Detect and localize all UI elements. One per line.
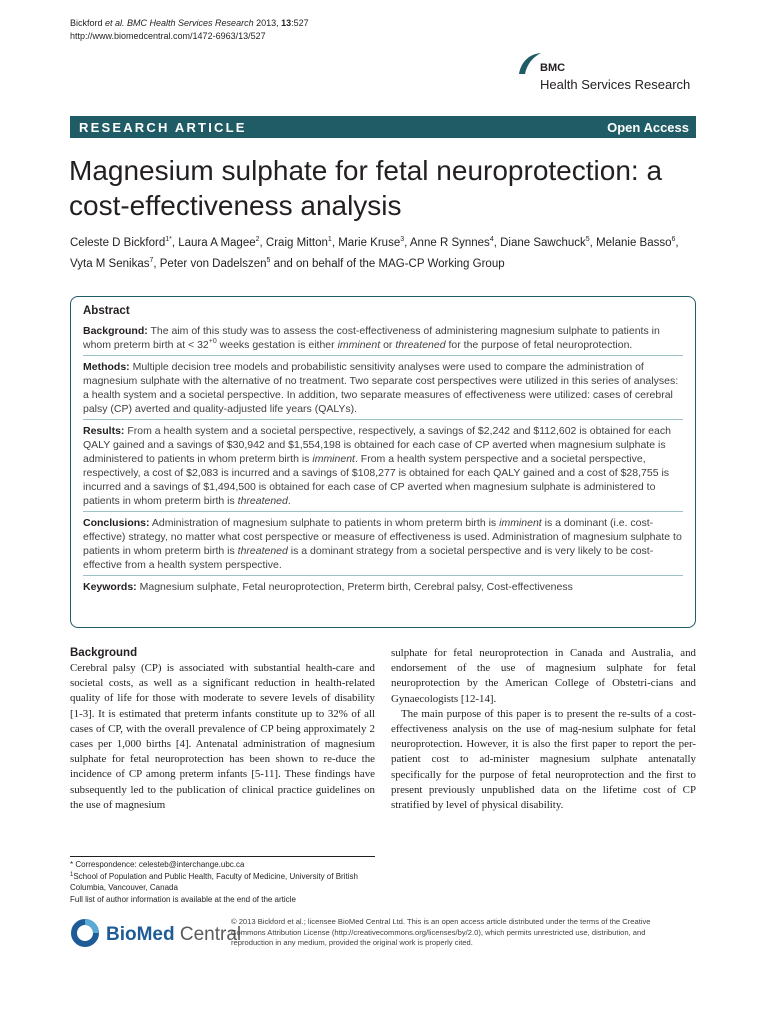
author: Vyta M Senikas$^7$ bbox=[70, 257, 154, 270]
footnotes bbox=[70, 859, 380, 905]
journal-logo bbox=[515, 50, 700, 92]
abstract-methods: Methods: Multiple decision tree models and probabilistic sensitivity analyses were used to compare the administration of magnesium sulphate with the alternative of no treatment. Two separate cost perspectives were utilized in this series of analyses: a health system and a societal perspective. In addition, two separate measures of effectiveness were utilized: cases of cerebral palsy (CP) averted and quality-adjusted life years (QALYs). bbox=[83, 361, 679, 415]
abstract-divider bbox=[83, 511, 683, 512]
abstract-heading: Abstract bbox=[83, 305, 130, 317]
abstract-keywords: Keywords: Magnesium sulphate, Fetal neuroprotection, Preterm birth, Cerebral palsy, Cost-effectiveness bbox=[83, 581, 573, 593]
article-type-banner bbox=[70, 116, 696, 138]
working-group: and on behalf of the MAG-CP Working Group bbox=[270, 258, 505, 270]
author-list: Celeste D Bickford$^{1*}$, Laura A Magee$^2$, Craig Mitton$^1$, Marie Kruse$^3$, Anne R Synnes$^4$, Diane Sawchuck$^5$, Melanie Basso$^6$, Vyta M Senikas$^7$, Peter von Dadelszen$^5$ and on behalf of the MAG-CP Working Group bbox=[70, 236, 679, 270]
abstract-background: Background: The aim of this study was to assess the cost-effectiveness of administering magnesium sulphate to patients in whom preterm birth at < $32^{+0}$ weeks gestation is either imminent or threatened for the purpose of fetal neuroprotection. bbox=[83, 325, 660, 351]
body-paragraph: The main purpose of this paper is to present the re-sults of a cost-effectiveness analysis on the use of mag-nesium sulphate for fetal neuroprotection. However, it is also the first paper to report the per-patient cost to ad-minister magnesium sulphate antenatally specifically for the purpose of fetal neuroprotection and the first to present previously unpublished data on the lifetime cost of CP stratified by level of physical disability. bbox=[391, 707, 696, 812]
author: Laura A Magee$^2$ bbox=[178, 236, 260, 249]
correspondence[interactable]: * Correspondence: celesteb@interchange.ubc.ca bbox=[70, 860, 245, 869]
biomed-central-logo bbox=[70, 916, 242, 952]
body-column-right bbox=[391, 646, 696, 813]
author: Melanie Basso$^6$ bbox=[596, 236, 676, 249]
author: Peter von Dadelszen$^5$ bbox=[159, 257, 271, 270]
abstract-conclusions: Conclusions: Administration of magnesium sulphate to patients in whom preterm birth is imminent is a dominant (i.e. cost-effective) strategy, no matter what cost perspective or measure of effectiveness is used. Administration of magnesium sulphate to patients in whom preterm birth is threatened is a dominant strategy from a societal perspective and is very likely to be cost-effective from a health system perspective. bbox=[83, 517, 682, 571]
body-paragraph: Cerebral palsy (CP) is associated with substantial health-care and societal costs, as well as a significant reduction in health-related quality of life for those with moderate to severe levels of disability [1-3]. It is estimated that preterm infants constitute up to 32% of all cases of CP, with the overall prevalence of CP being approximately 2 cases per 1,000 births [4]. Antenatal administration of magnesium sulphate for fetal neuroprotection has been shown to re-duce the incidence of CP among preterm infants [5-11]. These findings have subsequently led to the publication of clinical practice guidelines on the use of magnesium bbox=[70, 662, 375, 811]
article-url[interactable]: http://www.biomedcentral.com/1472-6963/13/527 bbox=[70, 31, 266, 41]
abstract-divider bbox=[83, 575, 683, 576]
biomed-central-wordmark: BioMed Central bbox=[106, 924, 242, 945]
author: Celeste D Bickford$^{1*}$ bbox=[70, 236, 172, 249]
biomed-central-ring-icon bbox=[70, 918, 100, 948]
citation-line: Bickford et al. BMC Health Services Research 2013, 13:527 bbox=[70, 18, 309, 28]
journal-name: Health Services Research bbox=[540, 77, 691, 92]
author: Craig Mitton$^1$ bbox=[265, 236, 332, 249]
footnote-rule bbox=[70, 856, 375, 857]
author: Anne R Synnes$^4$ bbox=[409, 236, 494, 249]
bmc-swoosh-icon bbox=[515, 50, 543, 78]
body-column-left bbox=[70, 646, 375, 813]
article-type: RESEARCH ARTICLE bbox=[79, 120, 247, 135]
journal-brand: BMC bbox=[540, 62, 566, 74]
abstract-divider bbox=[83, 419, 683, 420]
author-info-note: Full list of author information is available at the end of the article bbox=[70, 894, 296, 904]
body-paragraph: sulphate for fetal neuroprotection in Canada and Australia, and endorsement of the use of magnesium sulphate for fetal neuroprotection by the American College of Obstetri-cians and Gynaecologists [12-14]. bbox=[391, 647, 696, 705]
author: Diane Sawchuck$^5$ bbox=[500, 236, 590, 249]
article-title: Magnesium sulphate for fetal neuroprotection: a cost-effectiveness analysis bbox=[69, 155, 663, 221]
license-text: © 2013 Bickford et al.; licensee BioMed Central Ltd. This is an open access article distributed under the terms of the Creative Commons Attribution License (http://creativecommons.org/licenses/by/2.0), which permits unrestricted use, distribution, and reproduction in any medium, provided the original work is properly cited. bbox=[231, 917, 651, 948]
section-heading: Background bbox=[70, 647, 138, 659]
open-access-label: Open Access bbox=[607, 120, 689, 135]
abstract-results: Results: From a health system and a societal perspective, respectively, a savings of $2,242 and $112,602 is obtained for each QALY gained and a savings of $30,942 and $1,554,198 is obtained for each case of CP averted when magnesium sulphate is administered to patients in whom preterm birth is imminent. From a health system perspective and a societal perspective, respectively, a cost of $2,083 is incurred and a savings of $108,277 is obtained for each QALY gained and a cost of $28,755 is incurred and a savings of $1,494,500 is obtained for each case of CP averted when magnesium sulphate is administered to patients in whom preterm birth is threatened. bbox=[83, 425, 671, 507]
abstract-divider bbox=[83, 355, 683, 356]
running-header bbox=[70, 17, 309, 43]
author: Marie Kruse$^3$ bbox=[338, 236, 405, 249]
abstract-box bbox=[70, 296, 696, 628]
affiliation: $^1$School of Population and Public Health, Faculty of Medicine, University of British Columbia, Vancouver, Canada bbox=[70, 871, 358, 892]
